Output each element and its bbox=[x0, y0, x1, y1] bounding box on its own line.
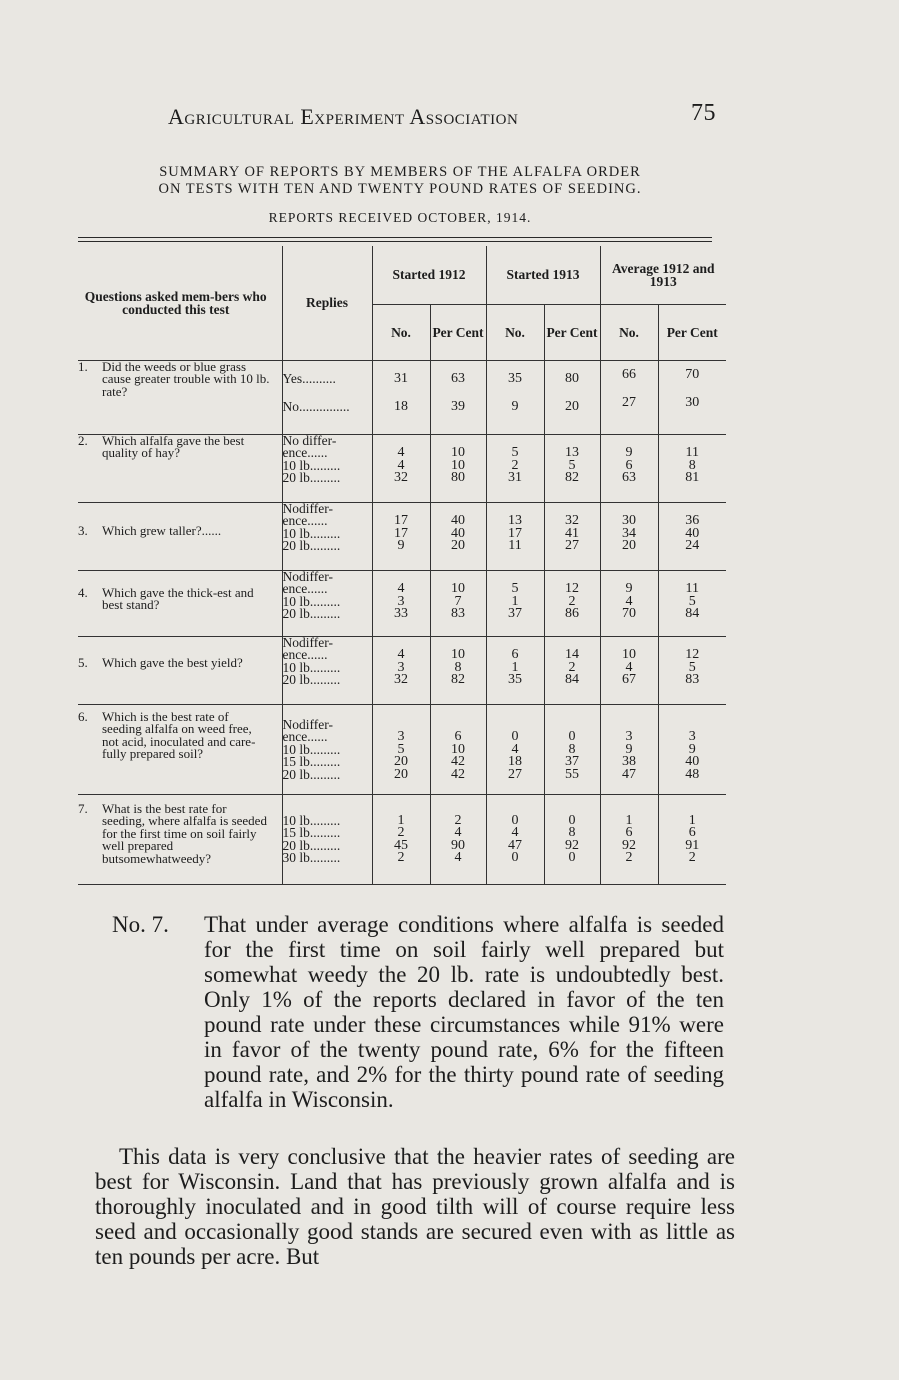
value: 32 bbox=[394, 672, 408, 687]
value: 27 bbox=[622, 394, 636, 410]
value: 5 bbox=[568, 457, 576, 473]
reply-label: 10 lb......... bbox=[282, 595, 341, 608]
replies-cell bbox=[282, 434, 372, 502]
value: 4 bbox=[397, 581, 405, 596]
question-number: 7. bbox=[78, 800, 88, 816]
reply-label: ence...... bbox=[282, 515, 328, 528]
reply-label: ence...... bbox=[282, 649, 328, 662]
value: 37 bbox=[565, 754, 579, 769]
value: 70 bbox=[622, 606, 636, 621]
value: 36 bbox=[685, 513, 700, 528]
value: 0 bbox=[511, 729, 519, 744]
value: 3 bbox=[625, 729, 633, 744]
value: 55 bbox=[565, 766, 579, 782]
value: 48 bbox=[685, 766, 700, 782]
header-per-cent: Per Cent bbox=[544, 304, 600, 360]
value-cell bbox=[430, 434, 486, 502]
paragraph-text: That under average conditions where alfalfa is seeded for the first time on soil fairly well prepared but somewhat weedy the 20 lb. rate is undoubtedly best. Only 1% of the reports declared in favor of the ten pound rate under these circumstances while 91% were in favor of the twenty pound rate, 6% for the fifteen pound rate, and 2% for the thirty pound rate of seeding alfalfa in Wisconsin. bbox=[204, 912, 724, 1112]
value: 2 bbox=[511, 457, 519, 473]
value-cell bbox=[486, 434, 544, 502]
question-text: Did the weeds or blue grass cause greater trouble with 10 lb. rate? bbox=[102, 358, 270, 399]
value-cell bbox=[430, 794, 486, 884]
reply-label: 10 lb......... bbox=[282, 814, 341, 827]
question-cell bbox=[78, 434, 282, 502]
question-cell bbox=[78, 636, 282, 704]
value-cell bbox=[658, 570, 726, 636]
question-number: 5. bbox=[78, 654, 88, 670]
value: 8 bbox=[568, 741, 576, 757]
value: 34 bbox=[622, 525, 636, 541]
value-cell bbox=[430, 360, 486, 434]
value: 5 bbox=[688, 593, 696, 609]
value: 18 bbox=[394, 398, 408, 414]
value: 80 bbox=[451, 470, 465, 485]
value: 63 bbox=[622, 470, 636, 485]
value: 41 bbox=[565, 525, 579, 541]
value: 2 bbox=[568, 659, 576, 675]
paragraph-label: No. 7. bbox=[112, 912, 169, 937]
header-no: No. bbox=[600, 304, 658, 360]
value: 92 bbox=[622, 837, 636, 853]
question-cell bbox=[78, 502, 282, 570]
value-cell bbox=[486, 704, 544, 794]
question-number: 3. bbox=[78, 522, 88, 538]
header-per-cent: Per Cent bbox=[658, 304, 726, 360]
reply-label: Yes.......... bbox=[282, 370, 336, 386]
question-cell bbox=[78, 570, 282, 636]
value: 42 bbox=[451, 754, 465, 769]
value: 86 bbox=[565, 606, 579, 621]
value: 40 bbox=[685, 754, 700, 769]
table-title bbox=[70, 164, 730, 198]
table-row bbox=[78, 360, 726, 434]
value: 35 bbox=[508, 672, 522, 687]
value: 2 bbox=[568, 593, 576, 609]
question-number: 4. bbox=[78, 584, 88, 600]
reply-label: 15 lb......... bbox=[282, 756, 341, 769]
value: 84 bbox=[685, 606, 700, 621]
value: 47 bbox=[508, 837, 522, 853]
reply-label: 10 lb......... bbox=[282, 527, 341, 540]
value: 4 bbox=[397, 647, 405, 662]
value: 18 bbox=[508, 754, 522, 769]
header-no: No. bbox=[486, 304, 544, 360]
value-cell bbox=[372, 434, 430, 502]
value: 13 bbox=[508, 513, 522, 528]
value-cell bbox=[486, 794, 544, 884]
value: 20 bbox=[394, 754, 408, 769]
value: 4 bbox=[397, 445, 405, 460]
value: 38 bbox=[622, 754, 636, 769]
value: 9 bbox=[511, 398, 519, 414]
value: 4 bbox=[511, 825, 519, 840]
value: 40 bbox=[685, 525, 700, 541]
question-text: Which gave the best yield? bbox=[102, 654, 243, 670]
question-number: 1. bbox=[78, 358, 88, 374]
value: 1 bbox=[397, 812, 405, 828]
value: 70 bbox=[685, 366, 700, 382]
value: 0 bbox=[568, 812, 576, 828]
value-cell bbox=[658, 360, 726, 434]
value: 1 bbox=[511, 593, 519, 609]
value: 40 bbox=[451, 525, 465, 541]
value: 4 bbox=[625, 659, 633, 675]
value: 31 bbox=[394, 370, 408, 386]
value-cell bbox=[372, 360, 430, 434]
value: 8 bbox=[688, 457, 696, 473]
value-cell bbox=[600, 360, 658, 434]
page-number: 75 bbox=[691, 100, 716, 126]
value-cell bbox=[430, 502, 486, 570]
header-average: Average 1912 and 1913 bbox=[600, 246, 726, 304]
header-questions: Questions asked mem-bers who conducted this test bbox=[84, 288, 267, 317]
value: 4 bbox=[397, 457, 405, 473]
value-cell bbox=[486, 570, 544, 636]
value-cell bbox=[658, 704, 726, 794]
value: 35 bbox=[508, 370, 522, 386]
value: 0 bbox=[511, 850, 519, 865]
value: 3 bbox=[397, 729, 405, 744]
question-text: Which gave the thick-est and best stand? bbox=[102, 584, 254, 612]
value: 5 bbox=[397, 741, 405, 757]
value: 3 bbox=[688, 729, 696, 744]
value: 12 bbox=[685, 647, 700, 662]
value: 17 bbox=[394, 525, 408, 541]
question-cell bbox=[78, 794, 282, 884]
value: 9 bbox=[688, 741, 696, 757]
value: 27 bbox=[508, 766, 522, 782]
value: 1 bbox=[625, 812, 633, 828]
value-cell bbox=[600, 636, 658, 704]
value-cell bbox=[372, 636, 430, 704]
value: 37 bbox=[508, 606, 522, 621]
value: 20 bbox=[565, 398, 579, 414]
value: 47 bbox=[622, 766, 636, 782]
value: 27 bbox=[565, 538, 579, 553]
value-cell bbox=[544, 570, 600, 636]
value: 9 bbox=[625, 741, 633, 757]
reply-label: 20 lb......... bbox=[282, 608, 341, 621]
replies-cell bbox=[282, 570, 372, 636]
value: 32 bbox=[394, 470, 408, 485]
value: 32 bbox=[565, 513, 579, 528]
question-text: Which grew taller?...... bbox=[102, 522, 222, 538]
value: 4 bbox=[511, 741, 519, 757]
value: 30 bbox=[685, 394, 700, 410]
value: 4 bbox=[454, 825, 462, 840]
value: 10 bbox=[451, 445, 465, 460]
header-replies: Replies bbox=[282, 246, 372, 360]
value: 31 bbox=[508, 470, 522, 485]
reply-label: Nodiffer- bbox=[282, 636, 333, 649]
value-cell bbox=[544, 794, 600, 884]
value: 3 bbox=[397, 659, 405, 675]
value-cell bbox=[600, 704, 658, 794]
value: 14 bbox=[565, 647, 579, 662]
value: 2 bbox=[688, 850, 696, 865]
value: 4 bbox=[625, 593, 633, 609]
value: 0 bbox=[511, 812, 519, 828]
value: 11 bbox=[685, 581, 699, 596]
value-cell bbox=[430, 570, 486, 636]
value: 83 bbox=[451, 606, 465, 621]
replies-cell bbox=[282, 794, 372, 884]
question-number: 6. bbox=[78, 708, 88, 724]
table-top-rule-2 bbox=[78, 241, 712, 242]
value: 20 bbox=[622, 538, 636, 553]
table-row bbox=[78, 794, 726, 884]
reply-label: Nodiffer- bbox=[282, 718, 333, 731]
value: 1 bbox=[511, 659, 519, 675]
value-cell bbox=[600, 570, 658, 636]
value: 10 bbox=[451, 647, 465, 662]
value: 12 bbox=[565, 581, 579, 596]
value: 42 bbox=[451, 766, 465, 782]
running-head bbox=[168, 100, 716, 132]
reply-label: 30 lb......... bbox=[282, 852, 341, 865]
value: 17 bbox=[394, 513, 408, 528]
value: 90 bbox=[451, 837, 465, 853]
reply-label: 20 lb......... bbox=[282, 768, 341, 781]
value: 13 bbox=[565, 445, 579, 460]
value-cell bbox=[600, 434, 658, 502]
reply-label: 10 lb......... bbox=[282, 743, 341, 756]
value: 2 bbox=[397, 825, 405, 840]
reply-label: ence...... bbox=[282, 447, 328, 460]
value: 7 bbox=[454, 593, 462, 609]
table-row bbox=[78, 434, 726, 502]
value: 45 bbox=[394, 837, 408, 853]
value-cell bbox=[600, 502, 658, 570]
value-cell bbox=[486, 360, 544, 434]
header-per-cent: Per Cent bbox=[430, 304, 486, 360]
replies-cell bbox=[282, 360, 372, 434]
table-subtitle: REPORTS RECEIVED OCTOBER, 1914. bbox=[268, 210, 532, 225]
value-cell bbox=[544, 704, 600, 794]
value: 39 bbox=[451, 398, 465, 414]
value-cell bbox=[486, 502, 544, 570]
value: 83 bbox=[685, 672, 700, 687]
value: 63 bbox=[451, 370, 465, 386]
value: 2 bbox=[397, 850, 405, 865]
value: 92 bbox=[565, 837, 579, 853]
value-cell bbox=[372, 704, 430, 794]
value-cell bbox=[544, 636, 600, 704]
reply-label: ence...... bbox=[282, 731, 328, 744]
value: 0 bbox=[568, 850, 576, 865]
question-number: 2. bbox=[78, 432, 88, 448]
reply-label: 10 lb......... bbox=[282, 459, 341, 472]
value: 8 bbox=[454, 659, 462, 675]
reply-label: 20 lb......... bbox=[282, 540, 341, 553]
closing-paragraph bbox=[95, 1144, 735, 1269]
table-top-rule-1 bbox=[78, 237, 712, 238]
value: 6 bbox=[511, 647, 519, 662]
table-row bbox=[78, 704, 726, 794]
header-started-1913: Started 1913 bbox=[486, 246, 600, 304]
question-cell bbox=[78, 360, 282, 434]
question-text: Which is the best rate of seeding alfalfa on weed free, not acid, inoculated and care-fully prepared soil? bbox=[102, 708, 256, 761]
table-row bbox=[78, 570, 726, 636]
value: 91 bbox=[685, 837, 700, 853]
value: 1 bbox=[688, 812, 696, 828]
value: 82 bbox=[565, 470, 579, 485]
value: 3 bbox=[397, 593, 405, 609]
value-cell bbox=[544, 434, 600, 502]
paragraph-text: This data is very conclusive that the heavier rates of seeding are best for Wisconsin. Land that has previously grown alfalfa and is thoroughly inoculated and in good tilth will of course require less seed and occasionally good stands are secured even with as little as ten pounds per acre. But bbox=[95, 1144, 735, 1269]
value-cell bbox=[430, 704, 486, 794]
value: 11 bbox=[508, 538, 522, 553]
value: 10 bbox=[622, 647, 636, 662]
summary-table bbox=[78, 246, 726, 885]
value: 11 bbox=[685, 445, 699, 460]
value: 20 bbox=[394, 766, 408, 782]
reply-label: Nodiffer- bbox=[282, 570, 333, 583]
reply-label: No differ- bbox=[282, 434, 337, 447]
header-title: Agricultural Experiment Association bbox=[168, 104, 519, 129]
value: 5 bbox=[511, 445, 519, 460]
value-cell bbox=[658, 794, 726, 884]
value: 33 bbox=[394, 606, 408, 621]
value-cell bbox=[544, 502, 600, 570]
question-text: Which alfalfa gave the best quality of hay? bbox=[102, 432, 245, 460]
value: 67 bbox=[622, 672, 636, 687]
value: 82 bbox=[451, 672, 465, 687]
reply-label: 20 lb......... bbox=[282, 839, 341, 852]
value: 40 bbox=[451, 513, 465, 528]
reply-label: 20 lb......... bbox=[282, 472, 341, 485]
value: 9 bbox=[625, 581, 633, 596]
value: 6 bbox=[688, 825, 696, 840]
table-title-line2: ON TESTS WITH TEN AND TWENTY POUND RATES OF SEEDING. bbox=[158, 181, 642, 197]
value-cell bbox=[430, 636, 486, 704]
value: 10 bbox=[451, 457, 465, 473]
value-cell bbox=[372, 794, 430, 884]
replies-cell bbox=[282, 636, 372, 704]
value: 6 bbox=[625, 825, 633, 840]
value: 2 bbox=[454, 812, 462, 828]
reply-label: No............... bbox=[282, 398, 350, 414]
value: 30 bbox=[622, 513, 636, 528]
header-started-1912: Started 1912 bbox=[372, 246, 486, 304]
value: 10 bbox=[451, 741, 465, 757]
value: 9 bbox=[625, 445, 633, 460]
value: 6 bbox=[625, 457, 633, 473]
value: 80 bbox=[565, 370, 579, 386]
value: 81 bbox=[685, 470, 700, 485]
value: 10 bbox=[451, 581, 465, 596]
value-cell bbox=[372, 502, 430, 570]
value: 5 bbox=[511, 581, 519, 596]
value: 0 bbox=[568, 729, 576, 744]
value: 2 bbox=[625, 850, 633, 865]
reply-label: 10 lb......... bbox=[282, 661, 341, 674]
value-cell bbox=[372, 570, 430, 636]
value-cell bbox=[658, 502, 726, 570]
value-cell bbox=[658, 434, 726, 502]
value-cell bbox=[486, 636, 544, 704]
header-no: No. bbox=[372, 304, 430, 360]
replies-cell bbox=[282, 502, 372, 570]
reply-label: Nodiffer- bbox=[282, 502, 333, 515]
replies-cell bbox=[282, 704, 372, 794]
question-text: What is the best rate for seeding, where alfalfa is seeded for the first time on soil fairly well prepared butsomewhatweedy? bbox=[102, 800, 267, 866]
value: 84 bbox=[565, 672, 579, 687]
value: 5 bbox=[688, 659, 696, 675]
value-cell bbox=[600, 794, 658, 884]
conclusion-no7 bbox=[112, 912, 732, 1112]
value: 17 bbox=[508, 525, 522, 541]
value-cell bbox=[544, 360, 600, 434]
reply-label: 15 lb......... bbox=[282, 827, 341, 840]
value: 8 bbox=[568, 825, 576, 840]
question-cell bbox=[78, 704, 282, 794]
value: 6 bbox=[454, 729, 462, 744]
value: 20 bbox=[451, 538, 465, 553]
value: 24 bbox=[685, 538, 700, 553]
reply-label: ence...... bbox=[282, 583, 328, 596]
table-row bbox=[78, 636, 726, 704]
value: 66 bbox=[622, 366, 636, 382]
table-row bbox=[78, 502, 726, 570]
reply-label: 20 lb......... bbox=[282, 674, 341, 687]
value: 4 bbox=[454, 850, 462, 865]
table-title-line1: SUMMARY OF REPORTS BY MEMBERS OF THE ALFALFA ORDER bbox=[159, 164, 641, 180]
value: 9 bbox=[397, 538, 405, 553]
value-cell bbox=[658, 636, 726, 704]
